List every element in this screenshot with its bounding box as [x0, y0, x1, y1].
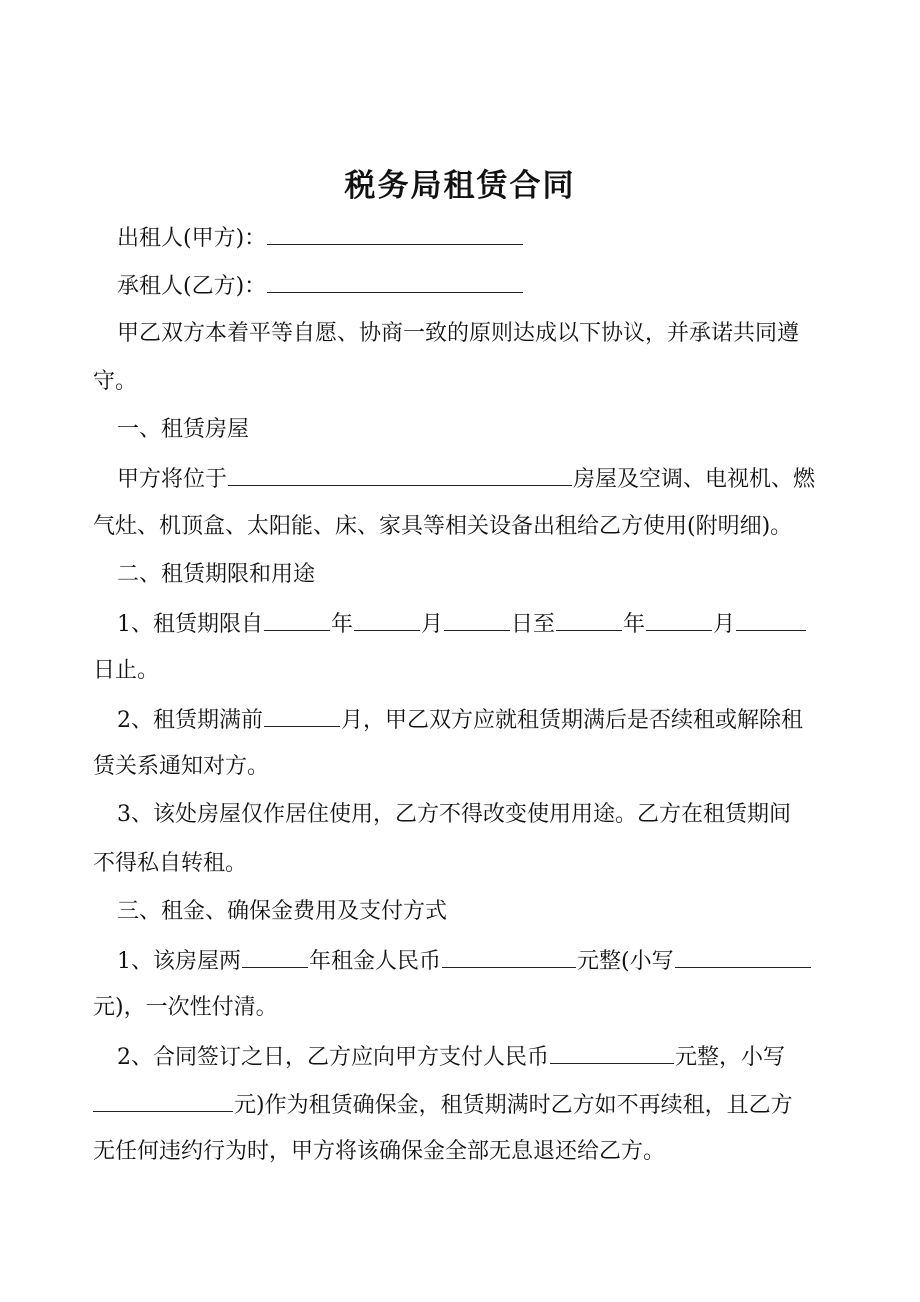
end-month-blank[interactable]: [646, 608, 712, 631]
section3-item2-line-1: [117, 1041, 785, 1073]
year-label: 年: [331, 612, 354, 637]
section2-heading: 二、租赁期限和用途: [117, 562, 316, 587]
section3-heading: 三、租金、确保金费用及支付方式: [117, 899, 448, 924]
lessee-label: 承租人(乙方)：: [117, 274, 267, 299]
property-address-blank[interactable]: [228, 463, 572, 486]
rent-years-blank[interactable]: [242, 945, 308, 968]
notice-label: 2、租赁期满前: [117, 708, 263, 733]
year-label: 年: [623, 612, 646, 637]
deposit-label: 2、合同签订之日，乙方应向甲方支付人民币: [117, 1045, 549, 1070]
section3-item1-line-2: 元)，一次性付清。: [93, 995, 278, 1020]
lessee-blank[interactable]: [267, 270, 523, 293]
deposit-lowercase-label: 元整，小写: [675, 1045, 786, 1070]
day-to-label: 日至: [511, 612, 556, 637]
intro-line-1: 甲乙双方本着平等自愿、协商一致的原则达成以下协议，并承诺共同遵: [117, 321, 800, 346]
section3-item2-line-3: 无任何违约行为时，甲方将该确保金全部无息退还给乙方。: [93, 1139, 666, 1164]
start-day-blank[interactable]: [444, 608, 510, 631]
end-year-blank[interactable]: [556, 608, 622, 631]
section2-item2-line-1: [117, 704, 803, 736]
start-month-blank[interactable]: [354, 608, 420, 631]
month-label: 月: [421, 612, 444, 637]
end-day-blank[interactable]: [736, 608, 806, 631]
deposit-text: 元)作为租赁确保金，租赁期满时乙方如不再续租，且乙方: [234, 1093, 793, 1118]
lessee-line: [117, 270, 524, 302]
section2-item3-line-1: 3、该处房屋仅作居住使用，乙方不得改变使用用途。乙方在租赁期间: [117, 802, 791, 827]
rent-lowercase-label: 元整(小写: [577, 949, 674, 974]
lessor-blank[interactable]: [267, 222, 523, 245]
document-title: 税务局租赁合同: [344, 168, 576, 204]
notice-text: 月，甲乙双方应就租赁期满后是否续租或解除租: [341, 708, 804, 733]
section2-item3-line-2: 不得私自转租。: [93, 851, 248, 876]
lessor-line: [117, 222, 524, 254]
intro-line-2: 守。: [93, 369, 138, 394]
section1-heading: 一、租赁房屋: [117, 417, 250, 442]
section1-text-b: 房屋及空调、电视机、燃: [573, 467, 816, 492]
section3-item1-line-1: [117, 945, 812, 977]
section3-item2-line-2: [93, 1089, 793, 1121]
lease-term-start-label: 1、租赁期限自: [117, 612, 263, 637]
rent-amount-blank[interactable]: [442, 945, 576, 968]
section1-paragraph-line-2: 气灶、机顶盒、太阳能、床、家具等相关设备出租给乙方使用(附明细)。: [93, 514, 793, 539]
section1-text-a: 甲方将位于: [117, 467, 228, 492]
deposit-amount-blank[interactable]: [550, 1041, 674, 1064]
lessor-label: 出租人(甲方)：: [117, 226, 267, 251]
rent-amount-label: 年租金人民币: [309, 949, 442, 974]
section1-paragraph-line-1: [117, 463, 815, 495]
section2-item2-line-2: 赁关系通知对方。: [93, 754, 270, 779]
notice-months-blank[interactable]: [264, 704, 340, 727]
rent-lowercase-blank[interactable]: [675, 945, 811, 968]
month-label: 月: [713, 612, 736, 637]
section2-item1-line-1: [117, 608, 807, 640]
rent-years-label: 1、该房屋两: [117, 949, 241, 974]
section2-item1-line-2: 日止。: [93, 658, 160, 683]
start-year-blank[interactable]: [264, 608, 330, 631]
deposit-lowercase-blank[interactable]: [93, 1089, 233, 1112]
